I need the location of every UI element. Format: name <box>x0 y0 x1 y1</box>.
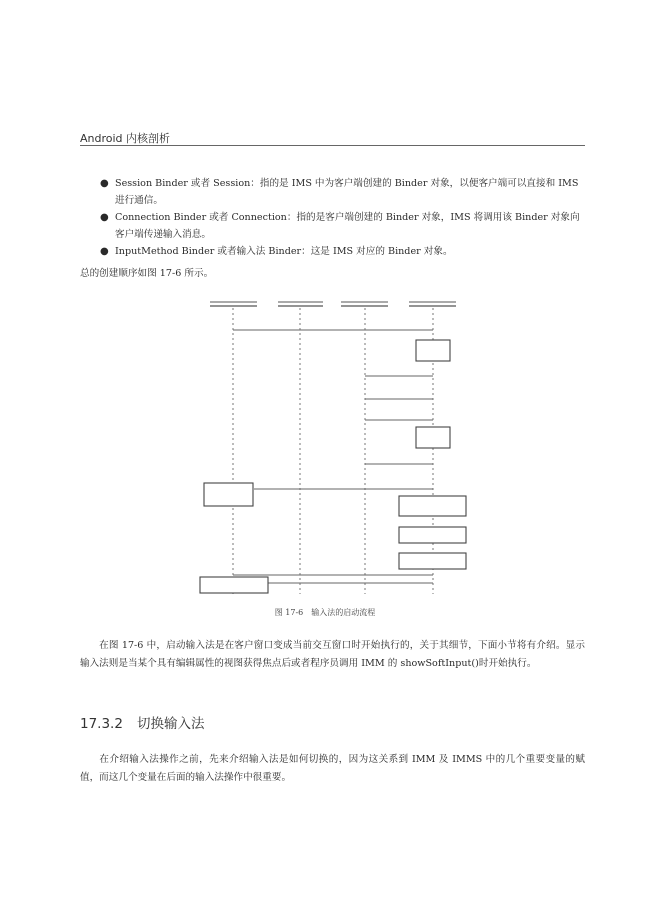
bullet-icon: ● <box>100 212 109 223</box>
section-number: 17.3.2 <box>80 716 123 732</box>
intro-text: 总的创建顺序如图 17-6 所示。 <box>80 268 214 279</box>
paragraph-1 <box>80 637 585 673</box>
definition-list <box>100 175 585 260</box>
bullet-item-connection <box>100 209 585 243</box>
sequence-diagram <box>195 296 475 601</box>
paragraph-2-text: 在介绍输入法操作之前，先来介绍输入法是如何切换的，因为这关系到 IMM 及 IMMS 中的几个重要变量的赋值，而这几个变量在后面的输入法操作中很重要。 <box>80 754 585 783</box>
running-header: Android 内核剖析 <box>80 132 171 145</box>
messages <box>233 330 433 583</box>
lifelines <box>233 308 433 594</box>
paragraph-1-text: 在图 17-6 中，启动输入法是在客户窗口变成当前交互窗口时开始执行的，关于其细节，下面小节将有介绍。显示输入法则是当某个具有编辑属性的视图获得焦点后或者程序员调用 IMM 的 showSoftInput()时开始执行。 <box>80 640 585 669</box>
header-rule <box>80 145 585 146</box>
bullet-icon: ● <box>100 178 109 189</box>
section-heading <box>80 712 204 732</box>
participant-heads <box>210 302 456 306</box>
activation-boxes <box>200 340 466 593</box>
bullet-text: Connection Binder 或者 Connection：指的是客户端创建的 Binder 对象，IMS 将调用该 Binder 对象向客户端传递输入消息。 <box>115 212 580 240</box>
bullet-item-inputmethod <box>100 243 585 260</box>
section-title: 切换输入法 <box>136 716 205 732</box>
bullet-text: Session Binder 或者 Session：指的是 IMS 中为客户端创建的 Binder 对象，以便客户端可以直接和 IMS 进行通信。 <box>115 178 579 206</box>
bullet-text: InputMethod Binder 或者输入法 Binder：这是 IMS 对应的 Binder 对象。 <box>115 246 453 257</box>
paragraph-2 <box>80 751 585 787</box>
bullet-icon: ● <box>100 246 109 257</box>
figure-caption: 图 17-6 输入法的启动流程 <box>274 608 376 617</box>
bullet-item-session <box>100 175 585 209</box>
